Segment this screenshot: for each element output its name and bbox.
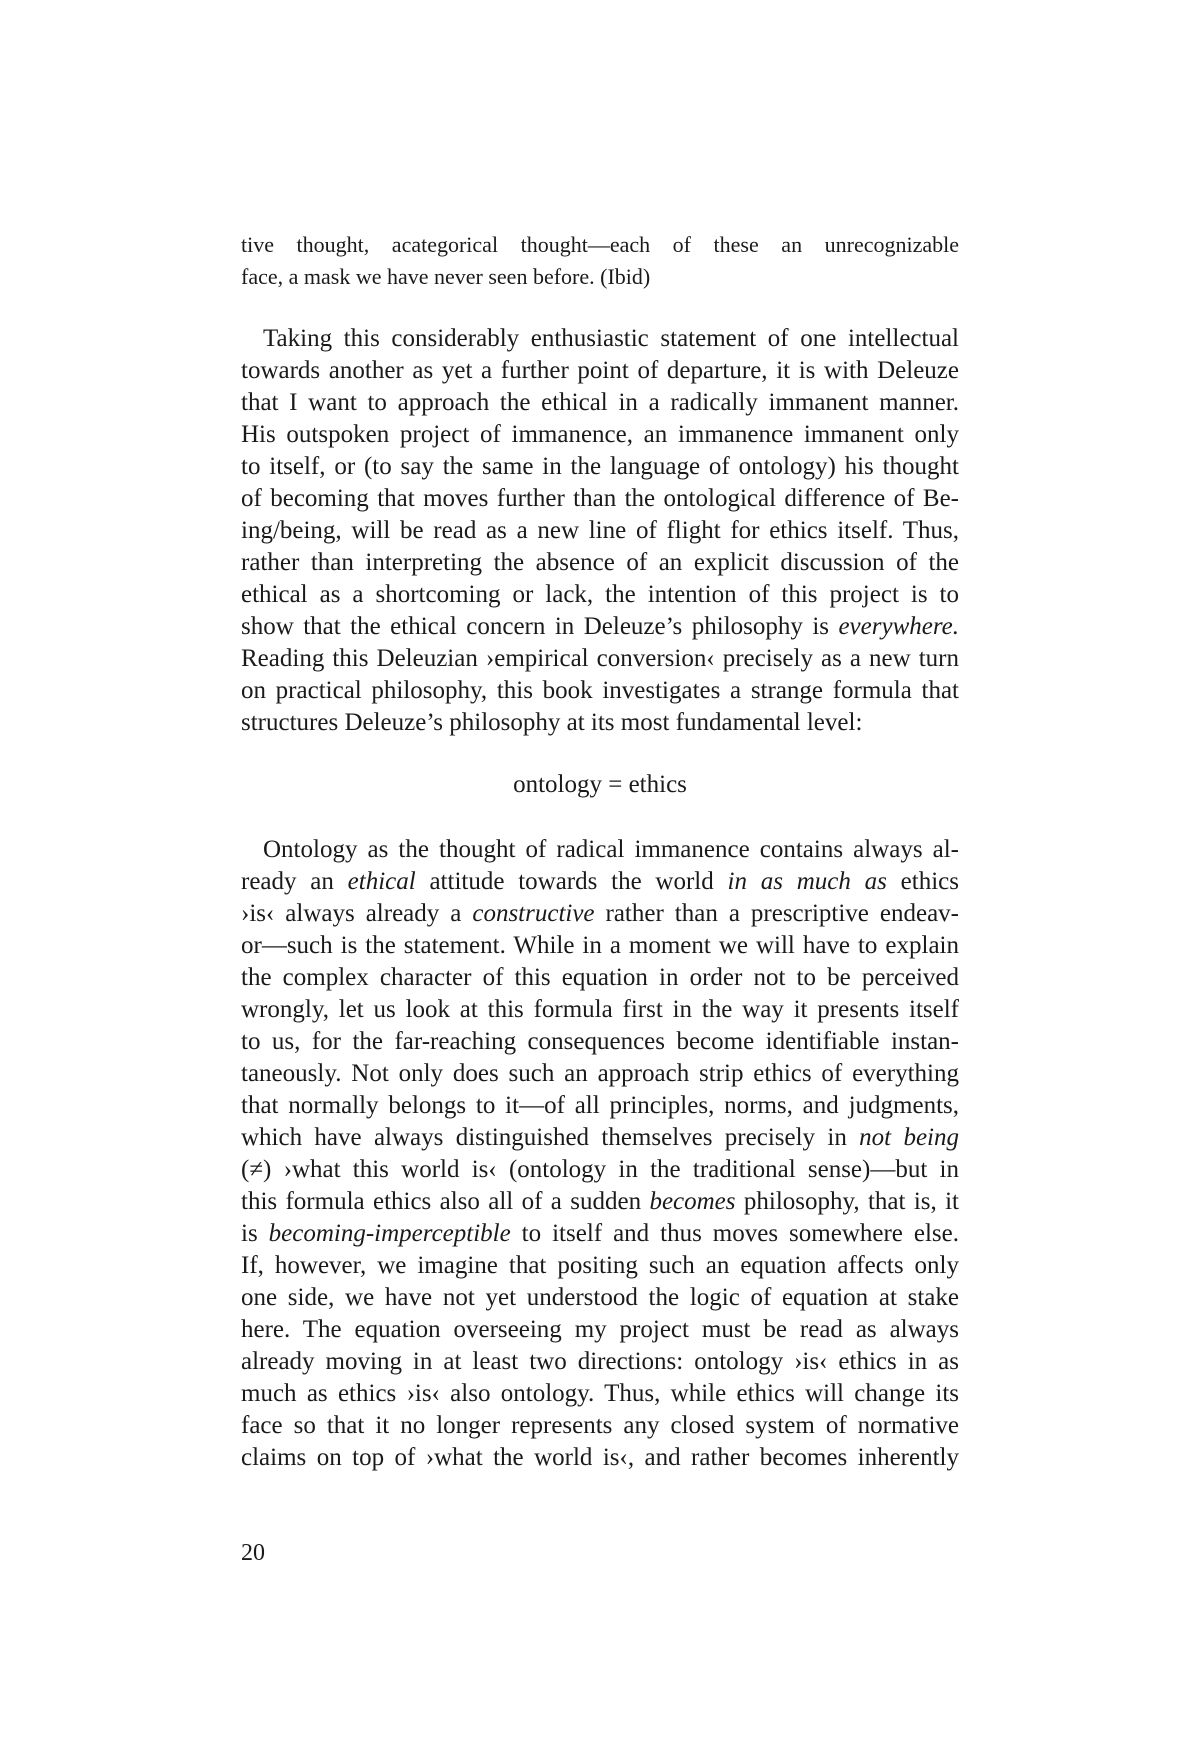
paragraph-line: His outspoken project of immanence, an immanence immanent only (241, 421, 959, 448)
paragraph-line: of becoming that moves further than the ontological difference of Be- (241, 485, 959, 512)
paragraph-line: (≠) ›what this world is‹ (ontology in the traditional sense)—but in (241, 1156, 959, 1183)
line-text: this formula ethics also all of a sudden (241, 1188, 650, 1215)
block-quote (241, 229, 959, 293)
equation: ontology = ethics (513, 771, 687, 798)
emphasis-everywhere: everywhere. (838, 613, 959, 640)
paragraph-line: that I want to approach the ethical in a radically immanent manner. (241, 389, 959, 416)
paragraph-line (241, 866, 959, 898)
paragraph-line: If, however, we imagine that positing such an equation affects only (241, 1252, 959, 1279)
paragraph-line: to us, for the far-reaching consequences become identifiable instan- (241, 1028, 959, 1055)
paragraph-line: here. The equation overseeing my project must be read as always (241, 1316, 959, 1343)
quote-line: tive thought, acategorical thought—each of these an unrecognizable (241, 232, 959, 257)
paragraph-line: Ontology as the thought of radical immanence contains always al- (263, 836, 959, 863)
line-text: to itself and thus moves somewhere else. (510, 1220, 959, 1247)
paragraph-line: structures Deleuze’s philosophy at its most fundamental level: (241, 709, 863, 736)
line-text: ›is‹ always already a (241, 900, 473, 927)
paragraph-line: face so that it no longer represents any closed system of normative (241, 1412, 959, 1439)
paragraph-line: much as ethics ›is‹ also ontology. Thus, while ethics will change its (241, 1380, 959, 1407)
paragraph-line: Reading this Deleuzian ›empirical conversion‹ precisely as a new turn (241, 645, 959, 672)
paragraph-line: ing/being, will be read as a new line of flight for ethics itself. Thus, (241, 517, 959, 544)
paragraph-2 (241, 834, 959, 1474)
paragraph-line: towards another as yet a further point of departure, it is with Deleuze (241, 357, 959, 384)
paragraph-1 (241, 323, 959, 739)
paragraph-line: the complex character of this equation in order not to be perceived (241, 964, 959, 991)
quote-line: face, a mask we have never seen before. (Ibid) (241, 264, 651, 289)
line-text: ethics (886, 868, 959, 895)
paragraph-line: Taking this considerably enthusiastic statement of one intellectual (263, 325, 959, 352)
paragraph-line (241, 1218, 959, 1250)
paragraph-line: or—such is the statement. While in a moment we will have to explain (241, 932, 959, 959)
line-text: is (241, 1220, 269, 1247)
paragraph-line: already moving in at least two directions: ontology ›is‹ ethics in as (241, 1348, 959, 1375)
paragraph-line: wrongly, let us look at this formula first in the way it presents itself (241, 996, 959, 1023)
emphasis-becoming-imperceptible: becoming-imperceptible (268, 1220, 511, 1247)
paragraph-line-emphasis (241, 611, 959, 643)
line-text: ready an (241, 868, 348, 895)
paragraph-line: that normally belongs to it—of all principles, norms, and judgments, (241, 1092, 959, 1119)
line-text: which have always distinguished themselves precisely in (241, 1124, 860, 1151)
emphasis-constructive: constructive (472, 900, 595, 927)
line-text: philosophy, that is, it (735, 1188, 959, 1215)
paragraph-line: on practical philosophy, this book investigates a strange formula that (241, 677, 959, 704)
paragraph-line: claims on top of ›what the world is‹, and rather becomes inherently (241, 1444, 959, 1471)
paragraph-line: taneously. Not only does such an approach strip ethics of everything (241, 1060, 959, 1087)
line-text: attitude towards the world (415, 868, 728, 895)
emphasis-not-being: not being (859, 1124, 959, 1151)
paragraph-line: rather than interpreting the absence of an explicit discussion of the (241, 549, 959, 576)
paragraph-line: ethical as a shortcoming or lack, the intention of this project is to (241, 581, 959, 608)
emphasis-in-as-much-as: in as much as (727, 868, 887, 895)
page-number: 20 (241, 1540, 265, 1566)
line-text: show that the ethical concern in Deleuze’s philosophy is (241, 613, 839, 640)
emphasis-ethical: ethical (347, 868, 416, 895)
emphasis-becomes: becomes (649, 1188, 736, 1215)
line-text: rather than a prescriptive endeav- (594, 900, 959, 927)
paragraph-line (241, 1186, 959, 1218)
paragraph-line (241, 1122, 959, 1154)
paragraph-line: to itself, or (to say the same in the language of ontology) his thought (241, 453, 959, 480)
paragraph-line: one side, we have not yet understood the logic of equation at stake (241, 1284, 959, 1311)
paragraph-line (241, 898, 959, 930)
